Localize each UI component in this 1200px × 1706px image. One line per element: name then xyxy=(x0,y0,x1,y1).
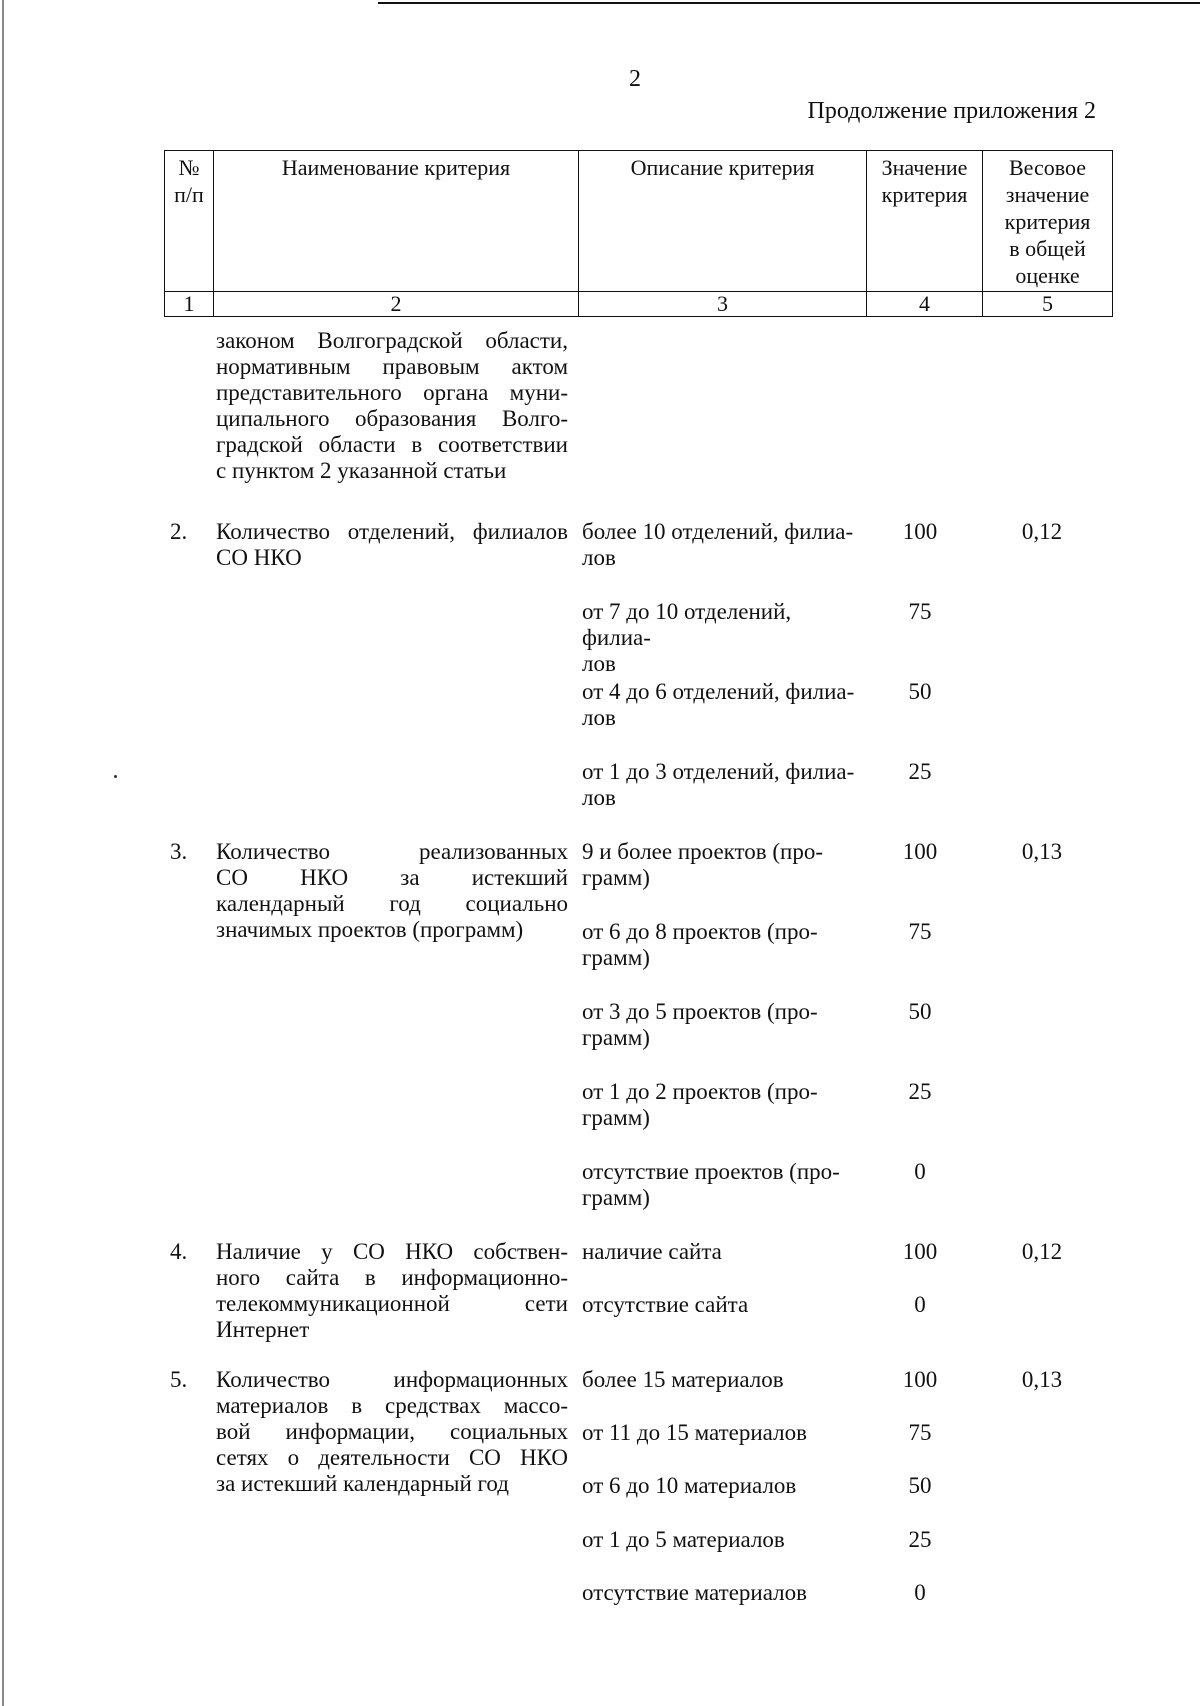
criterion-option-desc xyxy=(582,1367,862,1393)
criterion-name xyxy=(216,1367,568,1497)
criterion-name xyxy=(216,839,568,943)
criterion-option-value: 100 xyxy=(902,519,938,544)
header-line: в общей xyxy=(1009,236,1086,261)
criterion-option-value: 0 xyxy=(914,1159,926,1184)
text-line: от 4 до 6 отделений, филиа- xyxy=(582,679,855,704)
column-number: 5 xyxy=(983,292,1113,317)
header-line: п/п xyxy=(174,182,204,207)
criterion-option-value: 50 xyxy=(908,999,932,1024)
criterion-option-desc xyxy=(582,839,862,891)
text-line: грамм) xyxy=(582,1105,650,1130)
text-line: от 1 до 5 материалов xyxy=(582,1527,785,1552)
criterion-option-desc xyxy=(582,919,862,971)
criterion-option-value: 75 xyxy=(908,919,932,944)
text-line: лов xyxy=(582,785,616,810)
text-line: СО НКО за истекший xyxy=(216,865,568,890)
criterion-option-value: 0 xyxy=(914,1580,926,1605)
criterion-option-value: 100 xyxy=(902,1367,938,1392)
criterion-option-desc xyxy=(582,1527,862,1553)
criterion-weight: 0,12 xyxy=(1021,1239,1063,1264)
text-line: отсутствие материалов xyxy=(582,1580,807,1605)
criterion-option-desc xyxy=(582,1239,862,1265)
text-line: Количество реализованных xyxy=(216,839,568,864)
criterion-option-desc xyxy=(582,1292,862,1318)
header-line: значение xyxy=(1005,182,1090,207)
continued-criterion-text xyxy=(216,328,568,484)
criterion-option-value: 100 xyxy=(902,1239,938,1264)
criterion-option-value: 75 xyxy=(908,599,932,624)
text-line: грамм) xyxy=(582,865,650,890)
text-line: ципального образования Волго- xyxy=(216,406,568,431)
row-number: 3. xyxy=(170,839,188,864)
text-line: 9 и более проектов (про- xyxy=(582,839,824,864)
text-line: телекоммуникационной сети xyxy=(216,1291,568,1316)
criterion-weight: 0,12 xyxy=(1021,519,1063,544)
header-line: критерия xyxy=(1004,209,1091,234)
row-number: 2. xyxy=(170,519,188,544)
text-line: от 3 до 5 проектов (про- xyxy=(582,999,818,1024)
criterion-option-desc xyxy=(582,1079,862,1131)
text-line: за истекший календарный год xyxy=(216,1471,509,1496)
row-number: 4. xyxy=(170,1239,188,1264)
criterion-name xyxy=(216,519,568,571)
text-line: от 6 до 10 материалов xyxy=(582,1473,797,1498)
text-line: от 1 до 2 проектов (про- xyxy=(582,1079,818,1104)
header-line: Значение xyxy=(881,155,968,180)
text-line: сетях о деятельности СО НКО xyxy=(216,1445,568,1470)
criterion-option-desc xyxy=(582,999,862,1051)
criterion-option-value: 75 xyxy=(908,1420,932,1445)
text-line: грамм) xyxy=(582,945,650,970)
criterion-option-value: 25 xyxy=(908,1079,932,1104)
column-number: 4 xyxy=(867,292,983,317)
criterion-name xyxy=(216,1239,568,1343)
text-line: более 15 материалов xyxy=(582,1367,784,1392)
criterion-option-desc xyxy=(582,1473,862,1499)
header-line: Весовое xyxy=(1008,155,1087,180)
criterion-option-desc xyxy=(582,599,862,677)
header-line: Описание критерия xyxy=(630,155,815,180)
text-line: материалов в средствах массо- xyxy=(216,1393,568,1418)
text-line: СО НКО xyxy=(216,545,302,570)
criterion-option-value: 25 xyxy=(908,759,932,784)
criterion-option-desc xyxy=(582,759,862,811)
text-line: лов xyxy=(582,545,616,570)
text-line: лов xyxy=(582,705,616,730)
text-line: грамм) xyxy=(582,1025,650,1050)
text-line: наличие сайта xyxy=(582,1239,722,1264)
criterion-option-value: 25 xyxy=(908,1527,932,1552)
column-number: 2 xyxy=(214,292,579,317)
criterion-weight: 0,13 xyxy=(1021,1367,1063,1392)
column-number: 1 xyxy=(165,292,214,317)
text-line: от 1 до 3 отделений, филиа- xyxy=(582,759,855,784)
column-number: 3 xyxy=(579,292,867,317)
criterion-weight: 0,13 xyxy=(1021,839,1063,864)
criterion-option-desc xyxy=(582,679,862,731)
text-line: Наличие у СО НКО собствен- xyxy=(216,1239,568,1264)
text-line: отсутствие проектов (про- xyxy=(582,1159,840,1184)
text-line: вой информации, социальных xyxy=(216,1419,568,1444)
text-line: Количество отделений, филиалов xyxy=(216,519,568,544)
criterion-option-desc xyxy=(582,519,862,571)
criterion-option-value: 50 xyxy=(908,679,932,704)
text-line: ного сайта в информационно- xyxy=(216,1265,568,1290)
criterion-option-value: 50 xyxy=(908,1473,932,1498)
text-line: нормативным правовым актом xyxy=(216,354,568,379)
text-line: от 6 до 8 проектов (про- xyxy=(582,919,818,944)
text-line: календарный год социально xyxy=(216,891,568,916)
header-line: критерия xyxy=(881,182,968,207)
header-line: оценке xyxy=(1015,263,1080,288)
header-line: Наименование критерия xyxy=(281,155,511,180)
text-line: грамм) xyxy=(582,1185,650,1210)
text-line: более 10 отделений, филиа- xyxy=(582,519,854,544)
criterion-option-desc xyxy=(582,1159,862,1211)
criterion-option-value: 0 xyxy=(914,1292,926,1317)
text-line: законом Волгоградской области, xyxy=(216,328,568,353)
text-line: значимых проектов (программ) xyxy=(216,917,524,942)
text-line: Интернет xyxy=(216,1317,310,1342)
text-line: представительного органа муни- xyxy=(216,380,568,405)
row-number: 5. xyxy=(170,1367,188,1392)
text-line: от 11 до 15 материалов xyxy=(582,1420,807,1445)
text-line: Количество информационных xyxy=(216,1367,568,1392)
criterion-option-desc xyxy=(582,1580,862,1606)
text-line: с пунктом 2 указанной статьи xyxy=(216,458,507,483)
text-line: отсутствие сайта xyxy=(582,1292,749,1317)
text-line: от 7 до 10 отделений, филиа- xyxy=(582,599,792,650)
criterion-option-desc xyxy=(582,1420,862,1446)
text-line: лов xyxy=(582,651,616,676)
continuation-label: Продолжение приложения 2 xyxy=(807,98,1096,124)
header-line: № xyxy=(178,155,200,180)
page-number: 2 xyxy=(629,66,641,92)
text-line: градской области в соответствии xyxy=(216,432,568,457)
criterion-option-value: 100 xyxy=(902,839,938,864)
